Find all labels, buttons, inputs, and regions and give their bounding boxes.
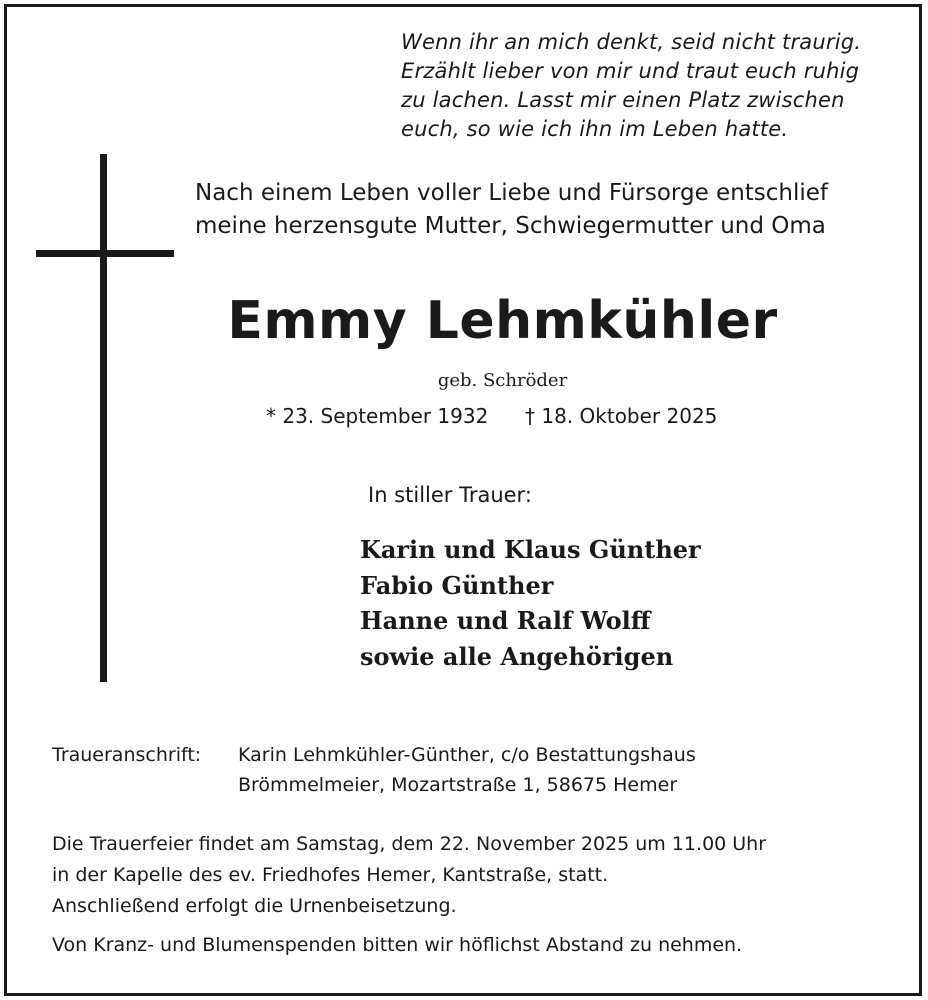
intro-line: Nach einem Leben voller Liebe und Fürsorge entschlief: [195, 180, 829, 206]
address: [238, 740, 696, 800]
mourner-entry: Fabio Günther: [360, 570, 554, 600]
poem: [401, 28, 901, 144]
mourning-label: In stiller Trauer:: [368, 483, 532, 507]
mourners-list: [360, 532, 701, 674]
address-line: Karin Lehmkühler-Günther, c/o Bestattungshaus: [238, 744, 696, 766]
poem-line: euch, so wie ich ihn im Leben hatte.: [401, 117, 789, 141]
ceremony-info: [52, 829, 766, 922]
ceremony-line: in der Kapelle des ev. Friedhofes Hemer, Kantstraße, statt.: [52, 864, 609, 886]
cross-icon: [100, 154, 107, 682]
ceremony-line: Anschließend erfolgt die Urnenbeisetzung.: [52, 895, 457, 917]
cross-icon-bar: [36, 250, 174, 257]
death-date: † 18. Oktober 2025: [525, 404, 718, 428]
birth-date: * 23. September 1932: [266, 404, 489, 428]
address-label: Traueranschrift:: [52, 744, 202, 766]
mourner-entry: sowie alle Angehörigen: [360, 641, 674, 671]
ceremony-line: Die Trauerfeier findet am Samstag, dem 22. November 2025 um 11.00 Uhr: [52, 833, 767, 855]
mourner-entry: Hanne und Ralf Wolff: [360, 606, 651, 635]
poem-line: zu lachen. Lasst mir einen Platz zwischen: [401, 88, 845, 112]
poem-line: Wenn ihr an mich denkt, seid nicht traurig.: [401, 30, 862, 54]
intro-text: [195, 177, 895, 243]
poem-line: Erzählt lieber von mir und traut euch ruhig: [401, 59, 860, 83]
mourner-entry: Karin und Klaus Günther: [360, 535, 701, 564]
intro-line: meine herzensgute Mutter, Schwiegermutter und Oma: [195, 213, 826, 239]
address-line: Brömmelmeier, Mozartstraße 1, 58675 Hemer: [238, 774, 678, 796]
maiden-name: geb. Schröder: [437, 370, 568, 391]
flowers-note: Von Kranz- und Blumenspenden bitten wir höflichst Abstand zu nehmen.: [52, 934, 743, 956]
deceased-name: Emmy Lehmkühler: [227, 291, 778, 351]
